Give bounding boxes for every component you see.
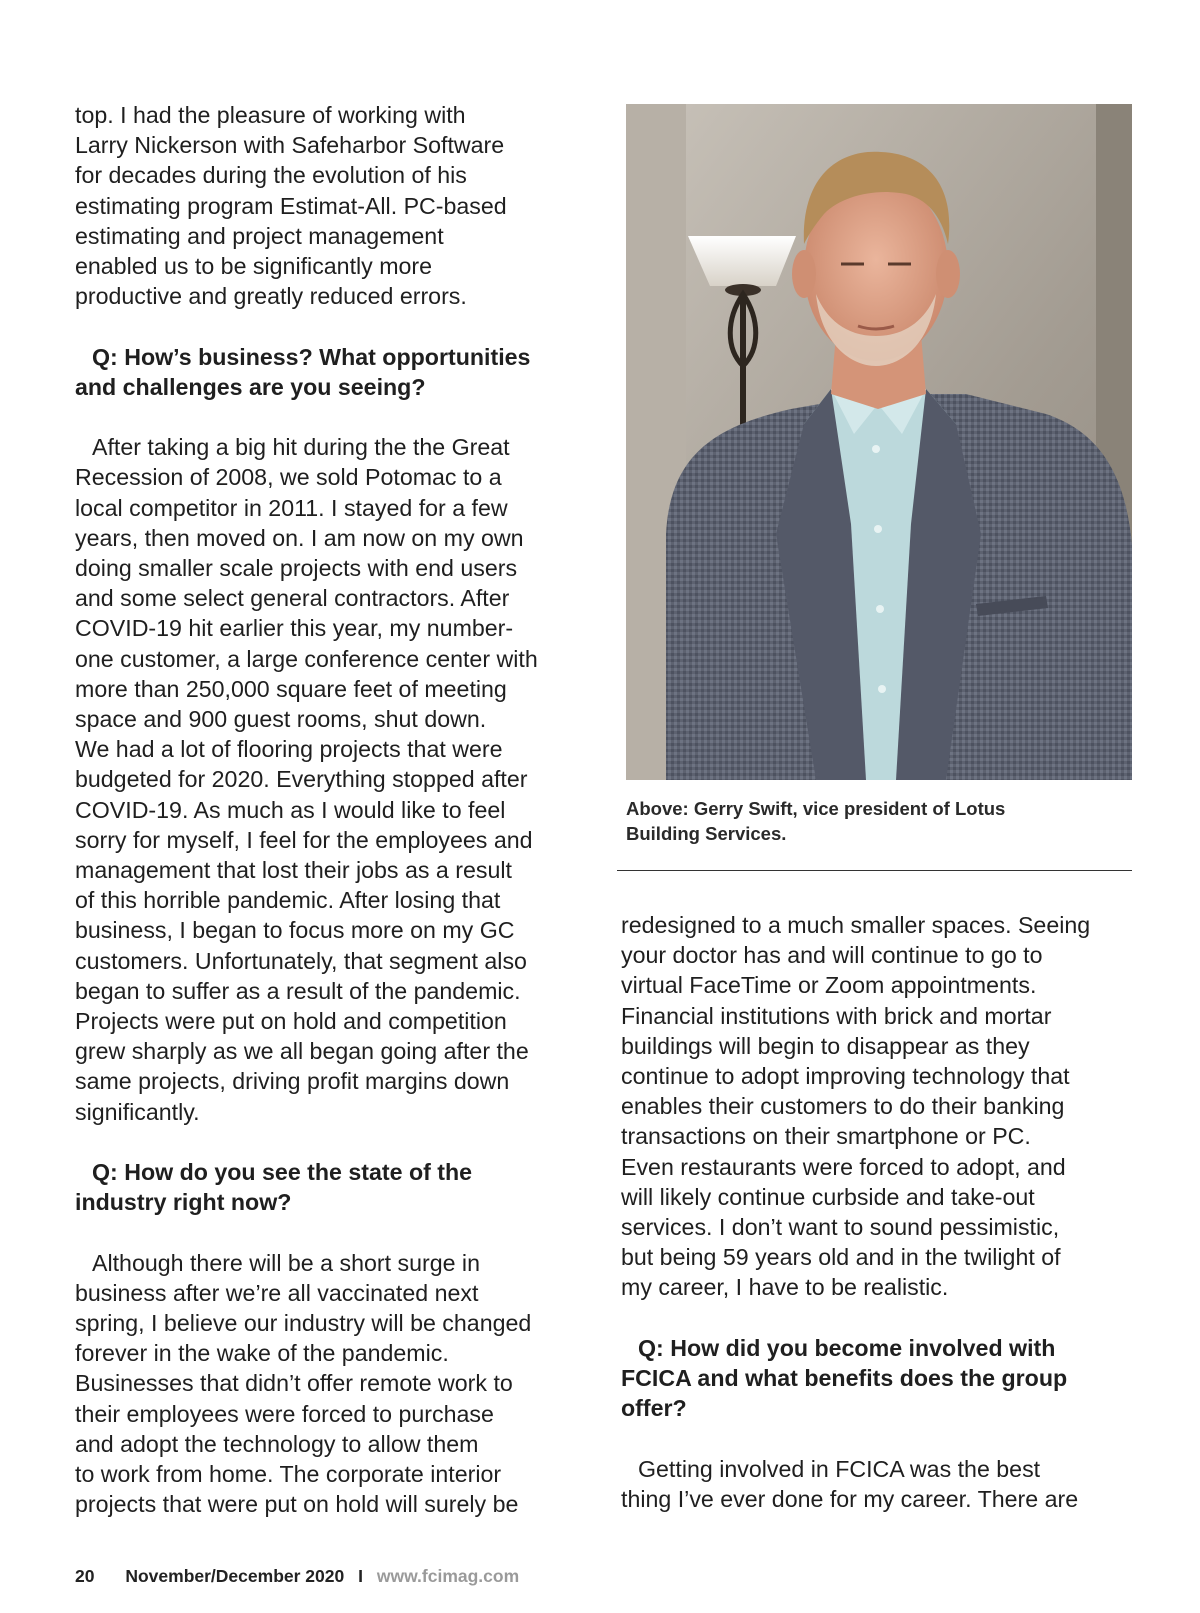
paragraph: After taking a big hit during the the Great Recession of 2008, we sold Potomac to a local competitor in 2011. I stayed for a few years, then moved on. I am now on my own doing smaller scale projects with end users and some select general contractors. After COVID-19 hit earlier this year, my number- one customer, a large conference center with more than 250,000 square feet of meeting space and 900 guest rooms, shut down. We had a lot of flooring projects that were budgeted for 2020. Everything stopped after COVID-19. As much as I would like to feel sorry for myself, I feel for the employees and management that lost their jobs as a result of this horrible pandemic. After losing that business, I began to focus more on my GC customers. Unfortunately, that segment also began to suffer as a result of the pandemic. Projects were put on hold and competition grew sharply as we all began going after the same projects, driving profit margins down significantly. bbox=[75, 434, 538, 1125]
question-heading: Q: How’s business? What opportunities and challenges are you seeing? bbox=[75, 343, 531, 400]
paragraph: Although there will be a short surge in business after we’re all vaccinated next spring, I believe our industry will be changed forever in the wake of the pandemic. Businesses that didn’t offer remote work to their employees were forced to purchase and adopt the technology to allow them to work from home. The corporate interior projects that were put on hold will surely be bbox=[75, 1249, 532, 1518]
page-footer bbox=[75, 1566, 519, 1587]
question-heading: Q: How do you see the state of the industry right now? bbox=[75, 1159, 473, 1216]
left-column bbox=[75, 100, 595, 1519]
paragraph: redesigned to a much smaller spaces. Seeing your doctor has and will continue to go to virtual FaceTime or Zoom appointments. Financial institutions with brick and mortar buildings will begin to disappear as they continue to adopt improving technology that enables their customers to do their banking transactions on their smartphone or PC. Even restaurants were forced to adopt, and will likely continue curbside and take-out services. I don’t want to sound pessimistic, but being 59 years old and in the twilight of my career, I have to be realistic. bbox=[621, 912, 1091, 1301]
website-link[interactable]: www.fcimag.com bbox=[376, 1566, 520, 1586]
right-column bbox=[621, 910, 1141, 1514]
question-heading: Q: How did you become involved with FCICA and what benefits does the group offer? bbox=[621, 1334, 1068, 1422]
portrait-illustration bbox=[626, 104, 1132, 780]
footer-separator: I bbox=[358, 1566, 363, 1586]
paragraph: top. I had the pleasure of working with Larry Nickerson with Safeharbor Software for decades during the evolution of his estimating program Estimat-All. PC-based estimating and project management enabled us to be significantly more productive and greatly reduced errors. bbox=[75, 102, 507, 310]
page-number: 20 bbox=[75, 1566, 95, 1586]
divider bbox=[617, 870, 1132, 871]
portrait-photo bbox=[626, 104, 1132, 780]
issue-date: November/December 2020 bbox=[125, 1566, 345, 1586]
paragraph: Getting involved in FCICA was the best thing I’ve ever done for my career. There are bbox=[621, 1455, 1079, 1512]
photo-caption: Above: Gerry Swift, vice president of Lotus Building Services. bbox=[626, 798, 1006, 844]
